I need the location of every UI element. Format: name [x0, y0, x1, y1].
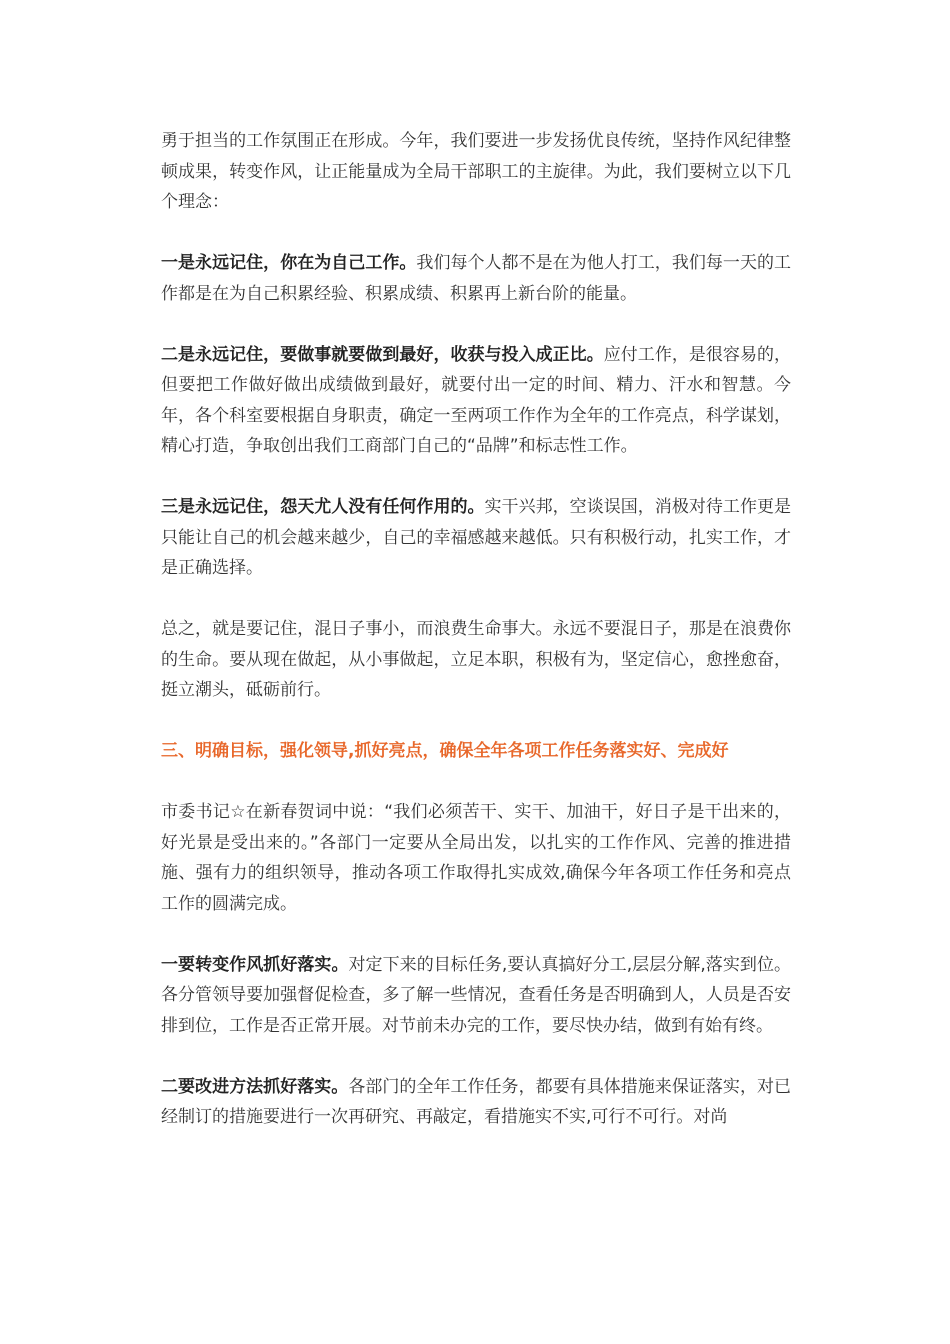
- paragraph-text: 市委书记☆在新春贺词中说：“我们必须苦干、实干、加油干，好日子是干出来的，好光景是受出来的。”各部门一定要从全局出发，以扎实的工作作风、完善的推进措施、强有力的组织领导，推动各项工作取得扎实成效,确保今年各项工作任务和亮点工作的圆满完成。: [161, 802, 791, 914]
- paragraph-text: 对定下来的目标任务,要认真搞好分工,层层分解,落实到位。各分管领导要加强督促检查，多了解一些情况，查看任务是否明确到人，人员是否安排到位，工作是否正常开展。对节前未办完的工作，要尽快办结，做到有始有终。: [161, 954, 791, 1036]
- paragraph: [161, 126, 791, 218]
- paragraph: [161, 1072, 791, 1133]
- paragraph-lead: 三是永远记住，怨天尤人没有任何作用的。: [161, 497, 485, 517]
- paragraph: [161, 248, 791, 309]
- document-page: [161, 126, 791, 1163]
- section-heading: 三、明确目标，强化领导,抓好亮点，确保全年各项工作任务落实好、完成好: [161, 741, 729, 761]
- paragraph-text: 我们每个人都不是在为他人打工，我们每一天的工作都是在为自己积累经验、积累成绩、积累再上新台阶的能量。: [161, 253, 792, 304]
- paragraph-lead: 一是永远记住，你在为自己工作。: [161, 253, 417, 273]
- paragraph-lead: 一要转变作风抓好落实。: [161, 954, 349, 975]
- paragraph-text: 各部门的全年工作任务，都要有具体措施来保证落实，对已经制订的措施要进行一次再研究、再敲定，看措施实不实,可行不可行。对尚: [161, 1076, 792, 1127]
- paragraph-text: 总之，就是要记住，混日子事小，而浪费生命事大。永远不要混日子，那是在浪费你的生命。要从现在做起，从小事做起，立足本职，积极有为，坚定信心，愈挫愈奋，挺立潮头，砥砺前行。: [161, 619, 791, 700]
- paragraph: [161, 340, 791, 462]
- paragraph: [161, 950, 791, 1042]
- paragraph: [161, 614, 791, 706]
- paragraph-lead: 二是永远记住，要做事就要做到最好，收获与投入成正比。: [161, 344, 604, 365]
- paragraph-text: 应付工作，是很容易的，但要把工作做好做出成绩做到最好，就要付出一定的时间、精力、汗水和智慧。今年，各个科室要根据自身职责，确定一至两项工作作为全年的工作亮点，科学谋划，精心打造，争取创出我们工商部门自己的“品牌”和标志性工作。: [161, 344, 792, 456]
- paragraph-text: 勇于担当的工作氛围正在形成。今年，我们要进一步发扬优良传统，坚持作风纪律整顿成果，转变作风，让正能量成为全局干部职工的主旋律。为此，我们要树立以下几个理念：: [161, 131, 791, 212]
- paragraph: [161, 492, 791, 584]
- paragraph-text: 实干兴邦，空谈误国，消极对待工作更是只能让自己的机会越来越少，自己的幸福感越来越低。只有积极行动，扎实工作，才是正确选择。: [161, 497, 792, 578]
- paragraph: [161, 797, 791, 919]
- paragraph-lead: 二要改进方法抓好落实。: [161, 1076, 349, 1097]
